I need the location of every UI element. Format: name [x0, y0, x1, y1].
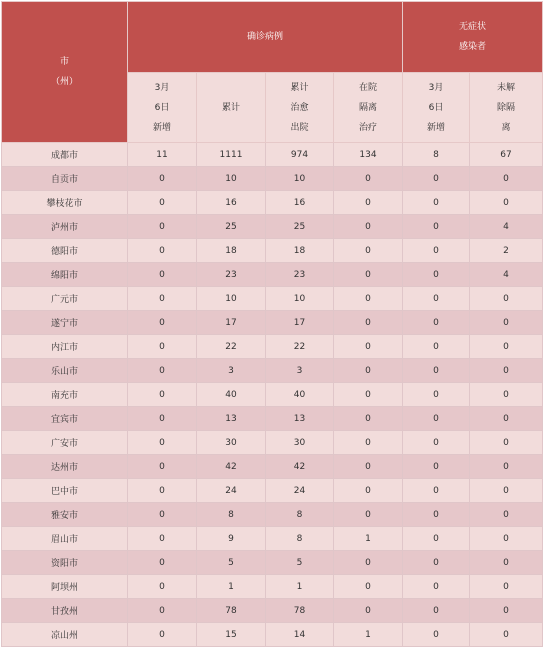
asym-new-cell: 0	[403, 383, 470, 407]
new-cell: 0	[128, 287, 197, 311]
asym-new-cell: 0	[403, 287, 470, 311]
asym-pending-cell: 0	[470, 431, 543, 455]
table-row	[2, 455, 543, 479]
asym-new-cell: 0	[403, 599, 470, 623]
isolated-cell: 0	[334, 551, 403, 575]
isolated-cell: 1	[334, 527, 403, 551]
new-cell: 0	[128, 263, 197, 287]
new-cell: 0	[128, 359, 197, 383]
isolated-cell: 134	[334, 143, 403, 167]
asym-pending-cell: 0	[470, 407, 543, 431]
new-cell: 0	[128, 599, 197, 623]
col-asym-pending-line1: 未解	[497, 82, 516, 93]
col-cumulative-header: 累计	[197, 73, 266, 143]
city-cell: 巴中市	[2, 479, 128, 503]
isolated-cell: 0	[334, 311, 403, 335]
city-header	[2, 2, 128, 143]
asym-pending-cell: 2	[470, 239, 543, 263]
new-cell: 0	[128, 527, 197, 551]
col-asym-new-line3: 新增	[427, 122, 446, 133]
isolated-cell: 1	[334, 623, 403, 647]
isolated-cell: 0	[334, 263, 403, 287]
cumulative-cell: 17	[197, 311, 266, 335]
col-cured-header	[266, 73, 334, 143]
table-row	[2, 167, 543, 191]
cumulative-cell: 8	[197, 503, 266, 527]
new-cell: 0	[128, 551, 197, 575]
cured-cell: 16	[266, 191, 334, 215]
table-row	[2, 527, 543, 551]
cured-cell: 40	[266, 383, 334, 407]
new-cell: 0	[128, 383, 197, 407]
city-header-label2: （州）	[50, 77, 78, 87]
cumulative-cell: 16	[197, 191, 266, 215]
new-cell: 0	[128, 455, 197, 479]
city-cell: 内江市	[2, 335, 128, 359]
asym-pending-cell: 67	[470, 143, 543, 167]
new-cell: 0	[128, 167, 197, 191]
asym-pending-cell: 0	[470, 287, 543, 311]
asym-pending-cell: 0	[470, 503, 543, 527]
asym-pending-cell: 4	[470, 215, 543, 239]
asym-pending-cell: 0	[470, 383, 543, 407]
city-cell: 达州市	[2, 455, 128, 479]
isolated-cell: 0	[334, 359, 403, 383]
cured-cell: 8	[266, 503, 334, 527]
cumulative-cell: 42	[197, 455, 266, 479]
asym-new-cell: 0	[403, 503, 470, 527]
asym-pending-cell: 0	[470, 311, 543, 335]
table-body	[2, 143, 543, 647]
cumulative-cell: 22	[197, 335, 266, 359]
asym-new-cell: 0	[403, 167, 470, 191]
new-cell: 0	[128, 407, 197, 431]
asym-new-cell: 0	[403, 311, 470, 335]
city-cell: 雅安市	[2, 503, 128, 527]
asym-pending-cell: 0	[470, 167, 543, 191]
asym-new-cell: 0	[403, 551, 470, 575]
asym-new-cell: 0	[403, 431, 470, 455]
asym-pending-cell: 0	[470, 479, 543, 503]
asym-pending-cell: 0	[470, 335, 543, 359]
cumulative-cell: 78	[197, 599, 266, 623]
isolated-cell: 0	[334, 215, 403, 239]
isolated-cell: 0	[334, 239, 403, 263]
asym-new-cell: 0	[403, 263, 470, 287]
cumulative-cell: 1	[197, 575, 266, 599]
isolated-cell: 0	[334, 575, 403, 599]
city-cell: 阿坝州	[2, 575, 128, 599]
cumulative-cell: 23	[197, 263, 266, 287]
col-isolated-line1: 在院	[359, 82, 378, 93]
col-cured-line3: 出院	[290, 122, 309, 133]
isolated-cell: 0	[334, 335, 403, 359]
col-asym-new-header	[403, 73, 470, 143]
city-cell: 广元市	[2, 287, 128, 311]
cured-cell: 974	[266, 143, 334, 167]
col-isolated-header	[334, 73, 403, 143]
city-header-label: 市	[59, 57, 69, 67]
cured-cell: 10	[266, 167, 334, 191]
asym-new-cell: 0	[403, 623, 470, 647]
table-row	[2, 287, 543, 311]
isolated-cell: 0	[334, 191, 403, 215]
cumulative-cell: 1111	[197, 143, 266, 167]
cumulative-cell: 10	[197, 167, 266, 191]
asym-new-cell: 0	[403, 215, 470, 239]
asym-pending-cell: 0	[470, 455, 543, 479]
new-cell: 0	[128, 239, 197, 263]
table-row	[2, 143, 543, 167]
asym-new-cell: 0	[403, 407, 470, 431]
cumulative-cell: 18	[197, 239, 266, 263]
isolated-cell: 0	[334, 479, 403, 503]
cured-cell: 23	[266, 263, 334, 287]
city-cell: 德阳市	[2, 239, 128, 263]
table-row	[2, 599, 543, 623]
asym-new-cell: 0	[403, 479, 470, 503]
table-row	[2, 191, 543, 215]
cured-cell: 42	[266, 455, 334, 479]
table-row	[2, 575, 543, 599]
col-new-line3: 新增	[152, 122, 171, 133]
asym-new-cell: 0	[403, 335, 470, 359]
col-asym-pending-line3: 离	[501, 122, 511, 133]
cured-cell: 18	[266, 239, 334, 263]
cured-cell: 14	[266, 623, 334, 647]
cured-cell: 8	[266, 527, 334, 551]
cumulative-cell: 25	[197, 215, 266, 239]
city-cell: 乐山市	[2, 359, 128, 383]
asym-new-cell: 0	[403, 359, 470, 383]
new-cell: 0	[128, 503, 197, 527]
table-row	[2, 383, 543, 407]
city-cell: 宜宾市	[2, 407, 128, 431]
asym-new-cell: 0	[403, 527, 470, 551]
new-cell: 0	[128, 623, 197, 647]
asym-pending-cell: 0	[470, 527, 543, 551]
asymptomatic-header-line2: 感染者	[459, 42, 487, 52]
isolated-cell: 0	[334, 455, 403, 479]
new-cell: 0	[128, 191, 197, 215]
col-isolated-line2: 隔离	[359, 102, 378, 113]
confirmed-group-header: 确诊病例	[128, 2, 403, 73]
cured-cell: 10	[266, 287, 334, 311]
cumulative-cell: 40	[197, 383, 266, 407]
col-isolated-line3: 治疗	[359, 122, 378, 133]
cumulative-cell: 5	[197, 551, 266, 575]
table-row	[2, 311, 543, 335]
asym-new-cell: 0	[403, 575, 470, 599]
city-cell: 自贡市	[2, 167, 128, 191]
cured-cell: 1	[266, 575, 334, 599]
city-cell: 甘孜州	[2, 599, 128, 623]
table-row	[2, 335, 543, 359]
city-cell: 广安市	[2, 431, 128, 455]
city-cell: 攀枝花市	[2, 191, 128, 215]
asym-pending-cell: 0	[470, 575, 543, 599]
new-cell: 0	[128, 575, 197, 599]
asym-pending-cell: 4	[470, 263, 543, 287]
asym-pending-cell: 0	[470, 359, 543, 383]
table-row	[2, 239, 543, 263]
table-row	[2, 263, 543, 287]
cured-cell: 5	[266, 551, 334, 575]
col-asym-pending-line2: 除隔	[497, 102, 516, 113]
cured-cell: 25	[266, 215, 334, 239]
cured-cell: 13	[266, 407, 334, 431]
asymptomatic-header-line1: 无症状	[459, 22, 487, 32]
cured-cell: 22	[266, 335, 334, 359]
table-row	[2, 479, 543, 503]
asym-pending-cell: 0	[470, 191, 543, 215]
asym-new-cell: 8	[403, 143, 470, 167]
col-cured-line1: 累计	[290, 82, 309, 93]
col-cured-line2: 治愈	[290, 102, 309, 113]
cumulative-cell: 30	[197, 431, 266, 455]
isolated-cell: 0	[334, 383, 403, 407]
case-table	[1, 1, 543, 647]
isolated-cell: 0	[334, 407, 403, 431]
cumulative-cell: 13	[197, 407, 266, 431]
new-cell: 0	[128, 479, 197, 503]
asym-pending-cell: 0	[470, 623, 543, 647]
table-row	[2, 407, 543, 431]
table-row	[2, 215, 543, 239]
isolated-cell: 0	[334, 287, 403, 311]
city-cell: 绵阳市	[2, 263, 128, 287]
city-cell: 遂宁市	[2, 311, 128, 335]
new-cell: 0	[128, 311, 197, 335]
cumulative-cell: 3	[197, 359, 266, 383]
new-cell: 11	[128, 143, 197, 167]
city-cell: 成都市	[2, 143, 128, 167]
table-row	[2, 503, 543, 527]
city-cell: 资阳市	[2, 551, 128, 575]
col-new-line2: 6日	[154, 102, 170, 113]
city-cell: 泸州市	[2, 215, 128, 239]
table-row	[2, 431, 543, 455]
asym-new-cell: 0	[403, 455, 470, 479]
cured-cell: 24	[266, 479, 334, 503]
city-cell: 凉山州	[2, 623, 128, 647]
cured-cell: 17	[266, 311, 334, 335]
asym-pending-cell: 0	[470, 551, 543, 575]
city-cell: 眉山市	[2, 527, 128, 551]
cumulative-cell: 9	[197, 527, 266, 551]
isolated-cell: 0	[334, 503, 403, 527]
new-cell: 0	[128, 431, 197, 455]
cumulative-cell: 10	[197, 287, 266, 311]
new-cell: 0	[128, 215, 197, 239]
asym-pending-cell: 0	[470, 599, 543, 623]
cured-cell: 30	[266, 431, 334, 455]
cured-cell: 3	[266, 359, 334, 383]
asym-new-cell: 0	[403, 191, 470, 215]
asym-new-cell: 0	[403, 239, 470, 263]
col-asym-pending-header	[470, 73, 543, 143]
table-row	[2, 623, 543, 647]
col-new-header	[128, 73, 197, 143]
cumulative-cell: 24	[197, 479, 266, 503]
isolated-cell: 0	[334, 599, 403, 623]
col-new-line1: 3月	[154, 82, 170, 93]
col-asym-new-line2: 6日	[428, 102, 444, 113]
cumulative-cell: 15	[197, 623, 266, 647]
cured-cell: 78	[266, 599, 334, 623]
table-row	[2, 551, 543, 575]
table-row	[2, 359, 543, 383]
new-cell: 0	[128, 335, 197, 359]
isolated-cell: 0	[334, 431, 403, 455]
asymptomatic-group-header	[403, 2, 543, 73]
isolated-cell: 0	[334, 167, 403, 191]
city-cell: 南充市	[2, 383, 128, 407]
col-asym-new-line1: 3月	[428, 82, 444, 93]
